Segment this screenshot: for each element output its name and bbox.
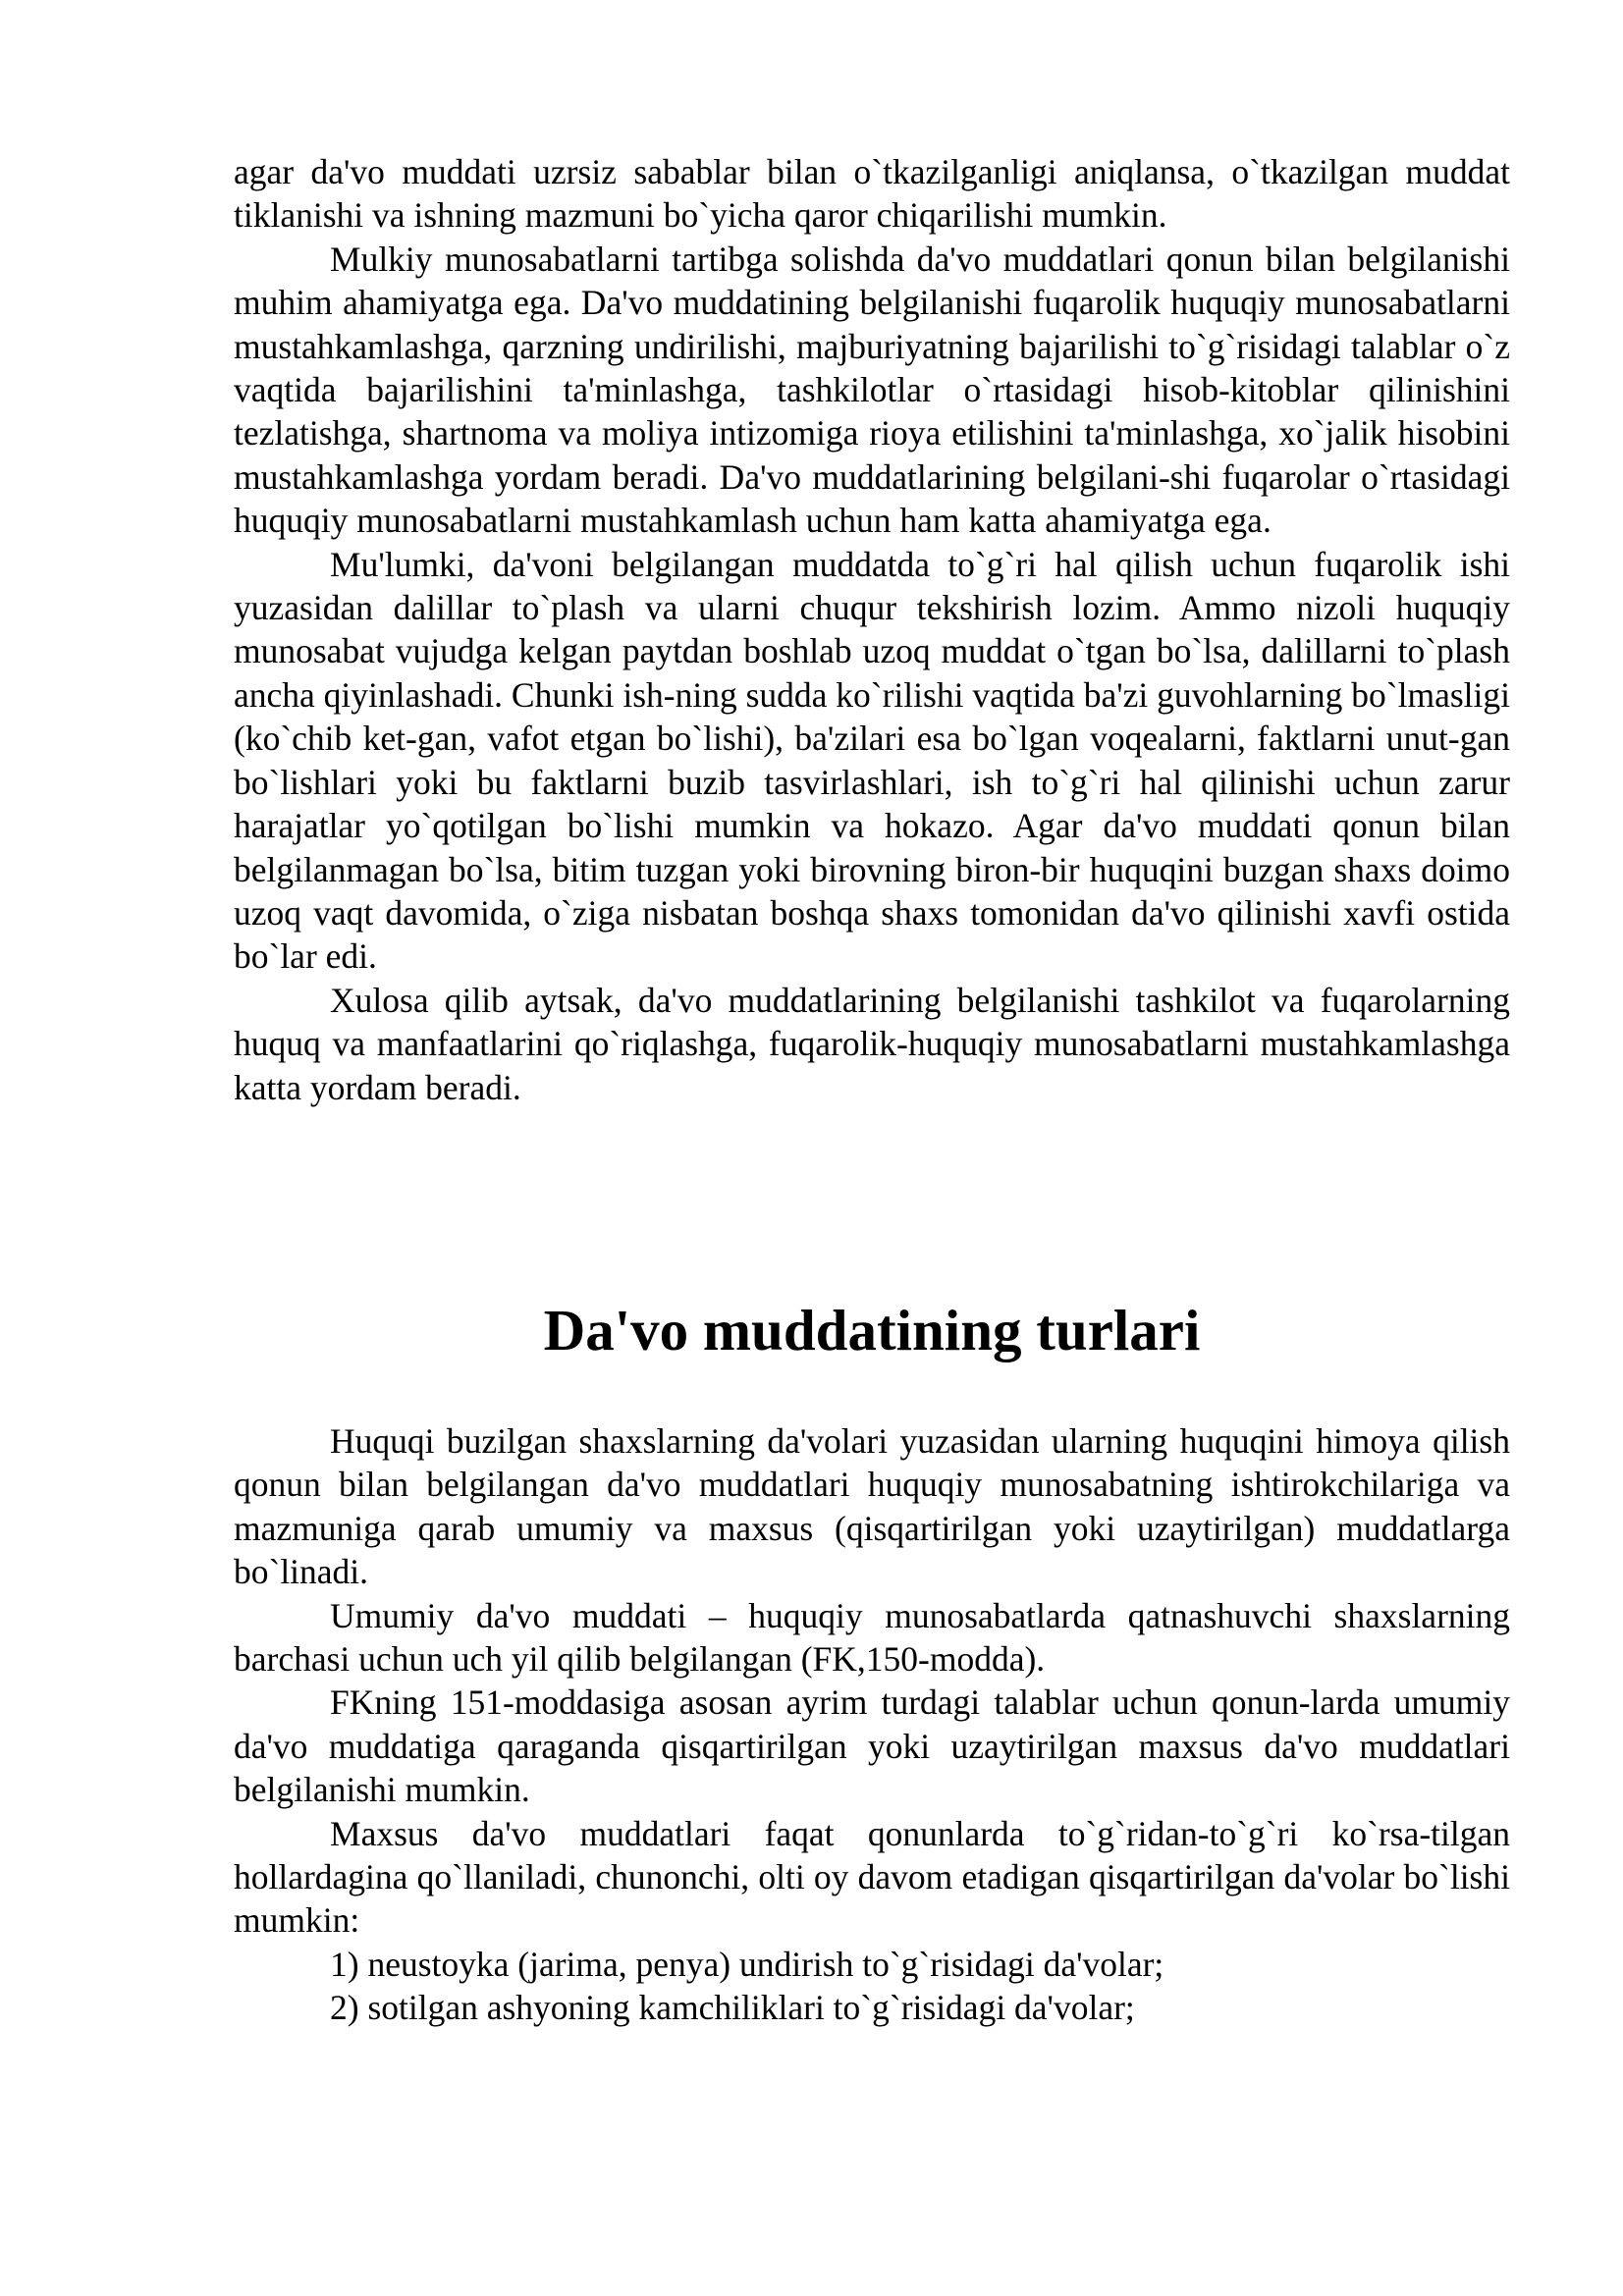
paragraph: Umumiy da'vo muddati – huquqiy munosabatlarda qatnashuvchi shaxslarning barchasi uchun uch yil qilib belgilangan (FK,150-modda). xyxy=(234,1595,1510,1679)
section-heading: Da'vo muddatining turlari xyxy=(543,1297,1201,1362)
paragraph: Maxsus da'vo muddatlari faqat qonunlarda to`g`ridan-to`g`ri ko`rsa-tilgan hollardagina qo`llaniladi, chunonchi, olti oy davom etadigan qisqartirilgan da'volar bo`lishi mumkin: xyxy=(234,1813,1510,1941)
paragraph: Mulkiy munosabatlarni tartibga solishda da'vo muddatlari qonun bilan belgilanishi muhim ahamiyatga ega. Da'vo muddatining belgilanishi fuqarolik huquqiy munosabatlarni mustahkamlashga, qarzning undirilishi, majburiyatning bajarilishi to`g`risidagi talablar o`z vaqtida bajarilishini ta'minlashga, tashkilotlar o`rtasidagi hisob-kitoblar qilinishini tezlatishga, shartnoma va moliya intizomiga rioya etilishini ta'minlashga, xo`jalik hisobini mustahkamlashga yordam beradi. Da'vo muddatlarining belgilani-shi fuqarolar o`rtasidagi huquqiy munosabatlarni mustahkamlash uchun ham katta ahamiyatga ega. xyxy=(234,239,1510,541)
list-item: 2) sotilgan ashyoning kamchiliklari to`g`risidagi da'volar; xyxy=(330,1988,1135,2028)
list-item: 1) neustoyka (jarima, penya) undirish to`g`risidagi da'volar; xyxy=(330,1944,1164,1984)
paragraph-continuation: agar da'vo muddati uzrsiz sabablar bilan o`tkazilganligi aniqlansa, o`tkazilgan muddat tiklanishi va ishning mazmuni bo`yicha qaror chiqarilishi mumkin. xyxy=(234,152,1510,236)
paragraph: Mu'lumki, da'voni belgilangan muddatda to`g`ri hal qilish uchun fuqarolik ishi yuzasidan dalillar to`plash va ularni chuqur tekshirish lozim. Ammo nizoli huquqiy munosabat vujudga kelgan paytdan boshlab uzoq muddat o`tgan bo`lsa, dalillarni to`plash ancha qiyinlashadi. Chunki ish-ning sudda ko`rilishi vaqtida ba'zi guvohlarning bo`lmasligi (ko`chib ket-gan, vafot etgan bo`lishi), ba'zilari esa bo`lgan voqealarni, faktlarni unut-gan bo`lishlari yoki bu faktlarni buzib tasvirlashlari, ish to`g`ri hal qilinishi uchun zarur harajatlar yo`qotilgan bo`lishi mumkin va hokazo. Agar da'vo muddati qonun bilan belgilanmagan bo`lsa, bitim tuzgan yoki birovning biron-bir huquqini buzgan shaxs doimo uzoq vaqt davomida, o`ziga nisbatan boshqa shaxs tomonidan da'vo qilinishi xavfi ostida bo`lar edi. xyxy=(234,544,1510,977)
paragraph: Huquqi buzilgan shaxslarning da'volari yuzasidan ularning huquqini himoya qilish qonun bilan belgilangan da'vo muddatlari huquqiy munosabatning ishtirokchilariga va mazmuniga qarab umumiy va maxsus (qisqartirilgan yoki uzaytirilgan) muddatlarga bo`linadi. xyxy=(234,1420,1510,1592)
document-page xyxy=(234,150,1510,2030)
paragraph: FKning 151-moddasiga asosan ayrim turdagi talablar uchun qonun-larda umumiy da'vo muddatiga qaraganda qisqartirilgan yoki uzaytirilgan maxsus da'vo muddatlari belgilanishi mumkin. xyxy=(234,1682,1510,1810)
paragraph: Xulosa qilib aytsak, da'vo muddatlarining belgilanishi tashkilot va fuqarolarning huquq va manfaatlarini qo`riqlashga, fuqarolik-huquqiy munosabatlarni mustahkamlashga katta yordam beradi. xyxy=(234,980,1510,1107)
